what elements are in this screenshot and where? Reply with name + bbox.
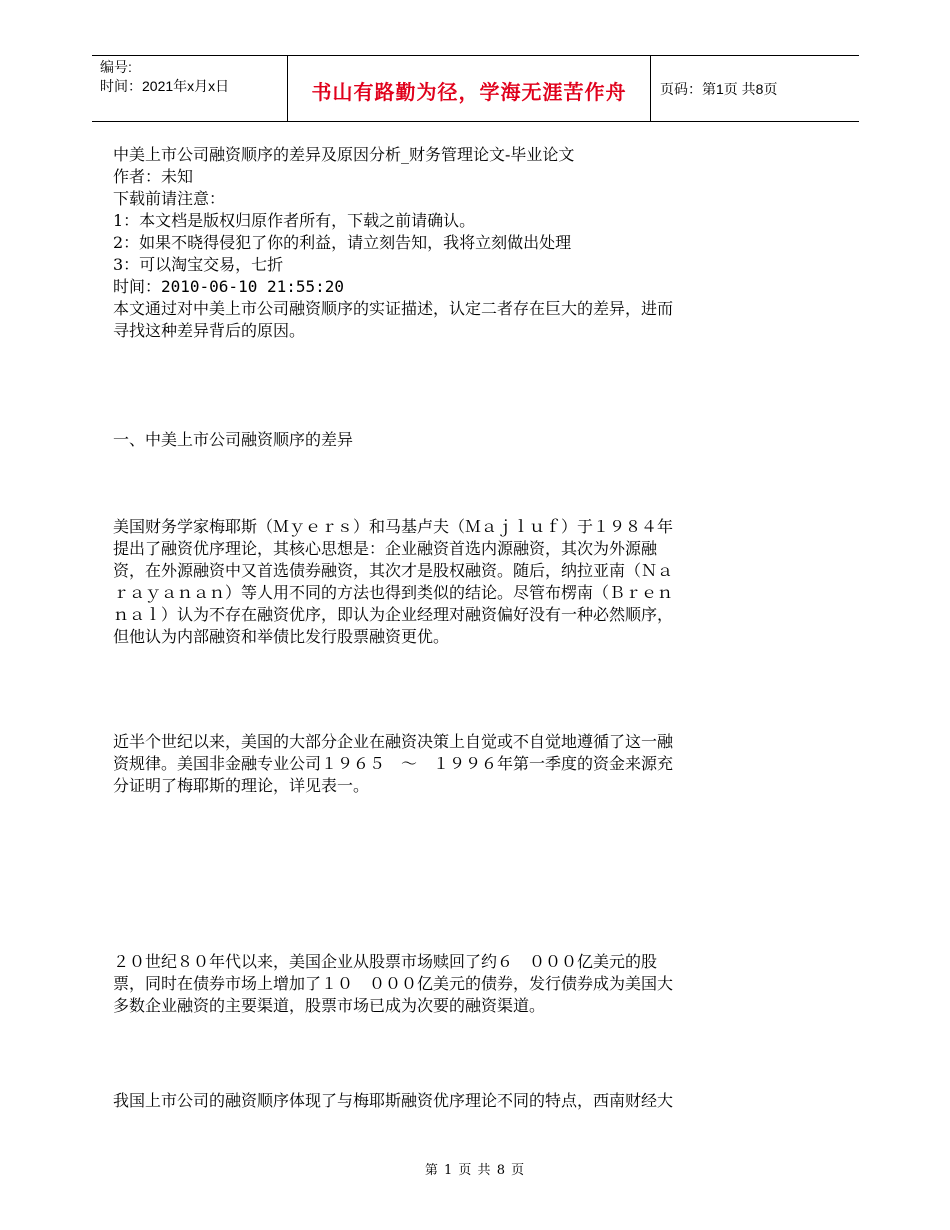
- header-meta: [100, 58, 229, 96]
- paragraph-line: 票，同时在债券市场上增加了１０ ０００亿美元的债券，发行债券成为美国大: [113, 974, 674, 993]
- paragraph-line: ｒａｙａｎａｎ）等人用不同的方法也得到类似的结论。尽管布楞南（Ｂｒｅｎ: [113, 583, 674, 602]
- page-footer: 第 1 页 共 8 页: [424, 1163, 526, 1178]
- header-top-rule: [92, 55, 859, 56]
- section-heading: 一、中美上市公司融资顺序的差异: [113, 430, 354, 449]
- section-heading-wrap: [113, 429, 773, 451]
- paragraph-line: 近半个世纪以来，美国的大部分企业在融资决策上自觉或不自觉地遵循了这一融: [113, 732, 674, 751]
- header-bottom-rule: [92, 121, 859, 122]
- notice-item: 3：可以淘宝交易，七折: [113, 255, 284, 274]
- paragraph-2: [113, 731, 773, 797]
- header-divider-right: [650, 55, 651, 121]
- paragraph-line: ｎａｌ）认为不存在融资优序，即认为企业经理对融资偏好没有一种必然顺序，: [113, 605, 674, 624]
- notice-title: 下载前请注意：: [113, 189, 226, 208]
- doc-title: 中美上市公司融资顺序的差异及原因分析_财务管理论文-毕业论文: [113, 145, 575, 164]
- header-motto: 书山有路勤为径，学海无涯苦作舟: [311, 80, 627, 104]
- doc-intro: [113, 144, 773, 342]
- paragraph-line: 我国上市公司的融资顺序体现了与梅耶斯融资优序理论不同的特点，西南财经大: [113, 1091, 674, 1110]
- paragraph-line: ２０世纪８０年代以来，美国企业从股票市场赎回了约６ ０００亿美元的股: [113, 952, 658, 971]
- paragraph-line: 资，在外源融资中又首选债券融资，其次才是股权融资。随后，纳拉亚南（Ｎａ: [113, 561, 674, 580]
- abstract-line: 寻找这种差异背后的原因。: [113, 321, 306, 340]
- paragraph-line: 多数企业融资的主要渠道，股票市场已成为次要的融资渠道。: [113, 996, 546, 1015]
- time-label: 时间：2021年x月x日: [100, 78, 230, 94]
- paragraph-line: 美国财务学家梅耶斯（Ｍｙｅｒｓ）和马基卢夫（Ｍａｊｌｕｆ）于１９８４年: [113, 517, 674, 536]
- paragraph-line: 但他认为内部融资和举债比发行股票融资更优。: [113, 627, 450, 646]
- paragraph-line: 资规律。美国非金融专业公司１９６５ ～ １９９６年第一季度的资金来源充: [113, 754, 674, 773]
- paragraph-line: 分证明了梅耶斯的理论，详见表一。: [113, 776, 370, 795]
- number-label: 编号:: [100, 59, 132, 75]
- notice-item: 1：本文档是版权归原作者所有，下载之前请确认。: [113, 211, 476, 230]
- paragraph-line: 提出了融资优序理论，其核心思想是：企业融资首选内源融资，其次为外源融: [113, 539, 658, 558]
- doc-timestamp: 时间：2010-06-10 21:55:20: [113, 277, 345, 296]
- paragraph-1: [113, 516, 773, 648]
- abstract-line: 本文通过对中美上市公司融资顺序的实证描述，认定二者存在巨大的差异，进而: [113, 299, 674, 318]
- paragraph-3: [113, 951, 773, 1017]
- notice-item: 2：如果不晓得侵犯了你的利益，请立刻告知，我将立刻做出处理: [113, 233, 572, 252]
- doc-author: 作者：未知: [113, 167, 194, 186]
- paragraph-4: [113, 1090, 773, 1112]
- header-page-info: 页码：第1页 共8页: [660, 81, 778, 97]
